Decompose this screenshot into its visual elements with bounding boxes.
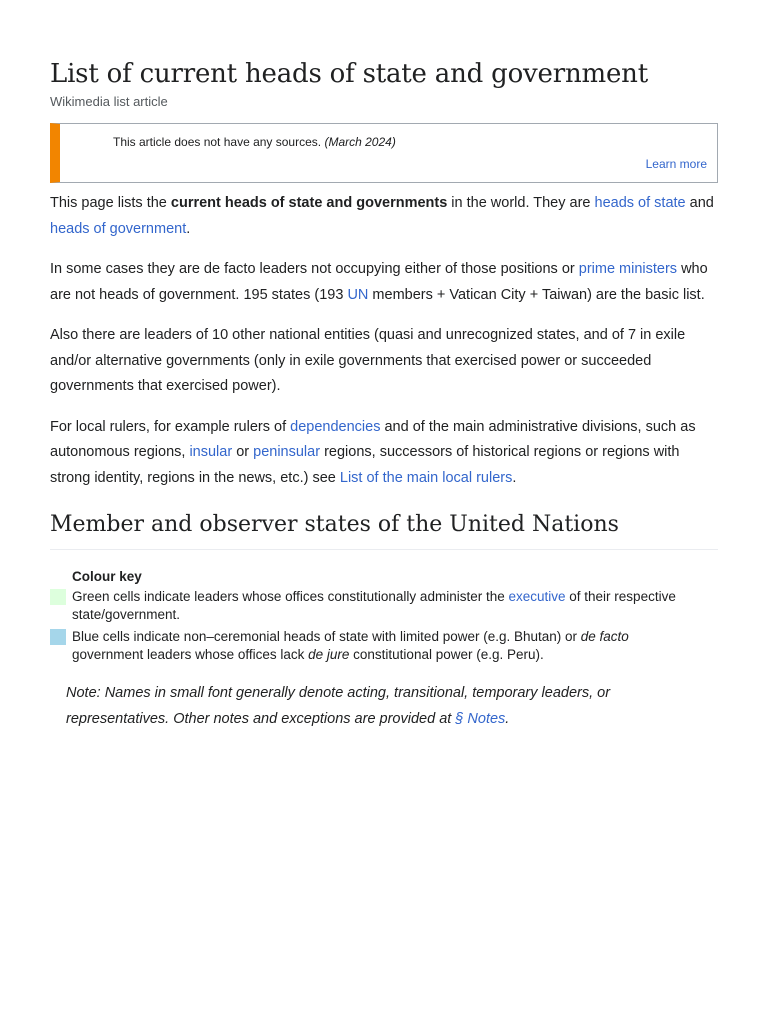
note-label: Note: <box>66 685 101 701</box>
text: regions, successors of historical regions or regions with strong identity, regions in the news, etc.) see <box>50 444 680 486</box>
learn-more-link[interactable]: Learn more <box>645 157 707 171</box>
intro-paragraph-3 <box>50 323 718 400</box>
notice-text <box>113 135 396 149</box>
text: This page lists the <box>50 195 171 211</box>
link-insular[interactable]: insular <box>189 444 233 460</box>
link-un[interactable]: UN <box>347 286 369 303</box>
text: government leaders whose offices lack <box>72 647 309 662</box>
text: and <box>685 195 714 211</box>
colour-key-blue-row <box>50 628 690 664</box>
no-sources-notice <box>50 123 718 183</box>
text: constitutional power (e.g. Peru). <box>349 647 544 662</box>
notice-message: This article does not have any sources. <box>113 135 322 149</box>
text: Names in small font generally denote acting, transitional, temporary leaders, or representatives. Other notes and exceptions are provided at <box>66 685 611 727</box>
text: . <box>505 711 510 727</box>
colour-key-green-row <box>50 588 690 624</box>
notice-date: (March 2024) <box>324 135 396 149</box>
colour-key <box>50 568 690 664</box>
link-notes-section[interactable]: § Notes <box>455 711 506 727</box>
page-title: List of current heads of state and government <box>50 59 648 89</box>
link-dependencies[interactable]: dependencies <box>290 418 381 435</box>
text: of their respective state/government. <box>72 589 676 622</box>
note-block <box>66 680 696 732</box>
text: in the world. They are <box>447 195 595 211</box>
text: In some cases they are de facto leaders not occupying either of those positions or <box>50 261 579 277</box>
italic-text: de facto <box>580 629 629 644</box>
page-subtitle: Wikimedia list article <box>50 94 168 109</box>
text: members + Vatican City + Taiwan) are the basic list. <box>368 286 705 303</box>
text: or <box>232 444 254 460</box>
section-heading: Member and observer states of the United Nations <box>50 511 718 550</box>
text: For local rulers, for example rulers of <box>50 418 291 435</box>
text: Also there are leaders of 10 other national entities (quasi and unrecognized states, and of 7 in exile and/or alternative governments (only in exile governments that exercised power or succeeded governments that exercised power). <box>50 327 686 394</box>
intro-paragraph-4 <box>50 415 718 492</box>
green-swatch <box>50 589 66 605</box>
bold-text: current heads of state and governments <box>170 195 448 211</box>
link-local-rulers[interactable]: List of the main local rulers <box>339 469 513 486</box>
text: Blue cells indicate non–ceremonial heads of state with limited power (e.g. Bhutan) or <box>72 629 581 644</box>
text: Green cells indicate leaders whose offices constitutionally administer the <box>72 589 509 604</box>
blue-swatch <box>50 629 66 645</box>
text: . <box>186 220 191 237</box>
link-peninsular[interactable]: peninsular <box>253 444 321 460</box>
link-heads-of-government[interactable]: heads of government <box>50 220 187 237</box>
text: who are not heads of government. 195 states (193 <box>50 261 708 303</box>
intro-paragraph-1 <box>50 191 718 242</box>
intro-paragraph-2 <box>50 257 718 308</box>
link-executive[interactable]: executive <box>508 589 566 604</box>
link-heads-of-state[interactable]: heads of state <box>594 195 686 211</box>
link-prime-ministers[interactable]: prime ministers <box>578 261 678 277</box>
italic-text: de jure <box>308 647 350 662</box>
text: and of the main administrative divisions, such as autonomous regions, <box>50 418 696 460</box>
text: . <box>512 469 517 486</box>
colour-key-title: Colour key <box>72 569 142 584</box>
